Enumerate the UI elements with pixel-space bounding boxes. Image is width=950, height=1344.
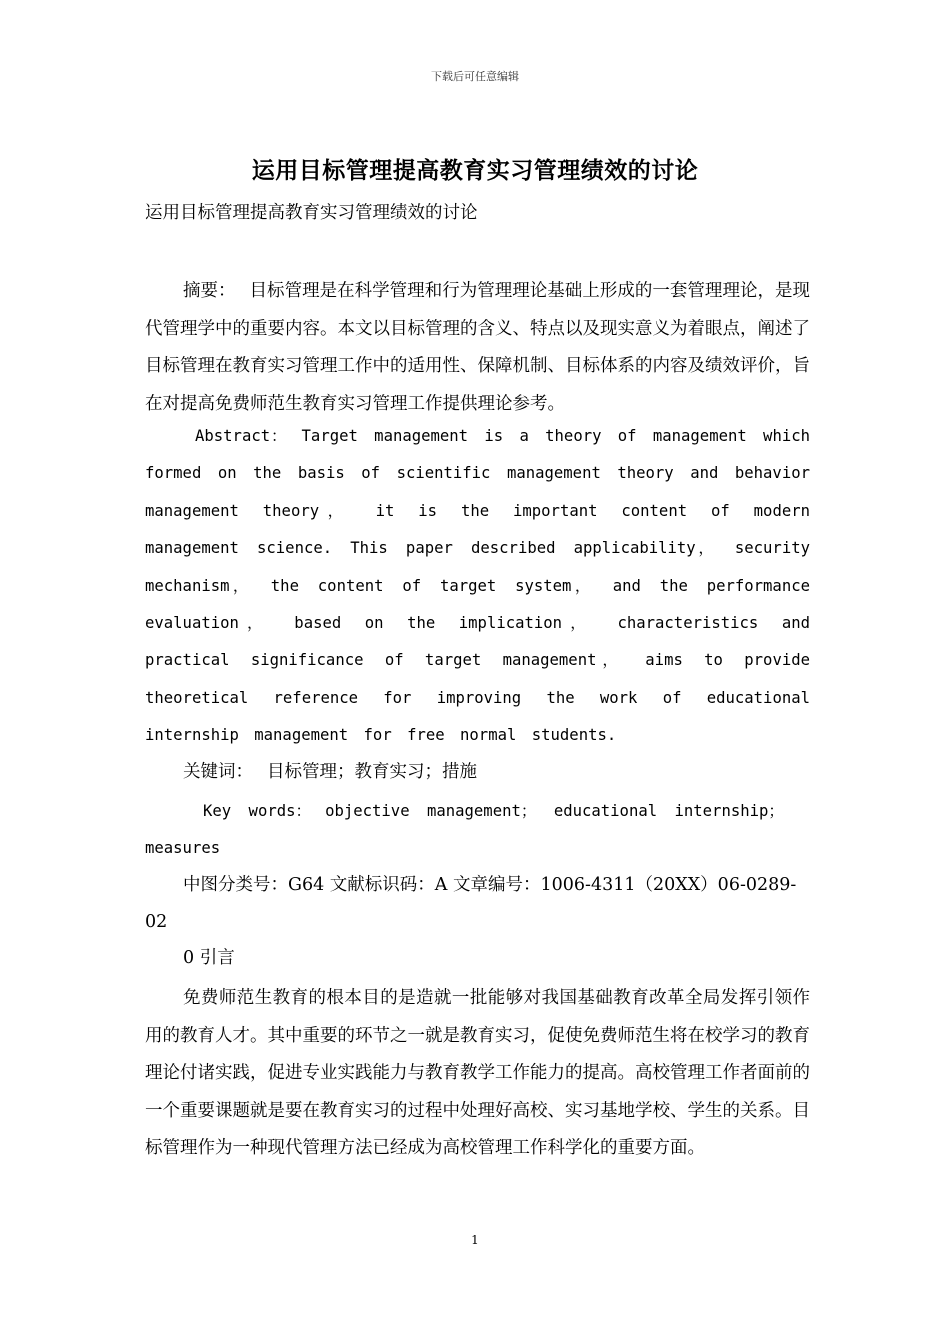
- keywords-chinese-label: 关键词：: [183, 762, 253, 782]
- abstract-chinese-label: 摘要：: [183, 281, 236, 301]
- header-note: 下载后可任意编辑: [431, 70, 519, 83]
- keywords-chinese-text: 目标管理；教育实习；措施: [267, 762, 477, 782]
- abstract-chinese-text: 目标管理是在科学管理和行为管理理论基础上形成的一套管理理论，是现代管理学中的重要内容。本文以目标管理的含义、特点以及现实意义为着眼点，阐述了目标管理在教育实习管理工作中的适用性、保障机制、目标体系的内容及绩效评价，旨在对提高免费师范生教育实习管理工作提供理论参考。: [145, 281, 811, 414]
- keywords-chinese: [145, 757, 810, 787]
- keywords-english: [145, 793, 810, 868]
- abstract-chinese: [145, 273, 810, 423]
- page-number: 1: [471, 1233, 479, 1247]
- abstract-english: [145, 418, 810, 755]
- page-title: 运用目标管理提高教育实习管理绩效的讨论: [251, 158, 699, 184]
- classification-line: 中图分类号：G64 文献标识码：A 文章编号：1006-4311（20XX）06-0289-02: [145, 875, 797, 932]
- keywords-english-text: objective management； educational internship； measures: [145, 802, 784, 858]
- abstract-english-label: Abstract：: [195, 427, 288, 445]
- keywords-english-label: Key words：: [203, 802, 312, 820]
- abstract-english-text: Target management is a theory of management which formed on the basis of scientific management theory and behavior management theory， it is the important content of modern management science. This paper described applicability， security mechanism， the content of target system， and the performance evaluation， based on the implication， characteristics and practical significance of target management， aims to provide theoretical reference for improving the work of educational internship management for free normal students.: [145, 427, 810, 745]
- intro-paragraph: 免费师范生教育的根本目的是造就一批能够对我国基础教育改革全局发挥引领作用的教育人才。其中重要的环节之一就是教育实习，促使免费师范生将在校学习的教育理论付诸实践，促进专业实践能力与教育教学工作能力的提高。高校管理工作者面前的一个重要课题就是要在教育实习的过程中处理好高校、实习基地学校、学生的关系。目标管理作为一种现代管理方法已经成为高校管理工作科学化的重要方面。: [145, 988, 810, 1158]
- section-heading: 0 引言: [183, 948, 235, 968]
- subtitle: 运用目标管理提高教育实习管理绩效的讨论: [145, 203, 478, 223]
